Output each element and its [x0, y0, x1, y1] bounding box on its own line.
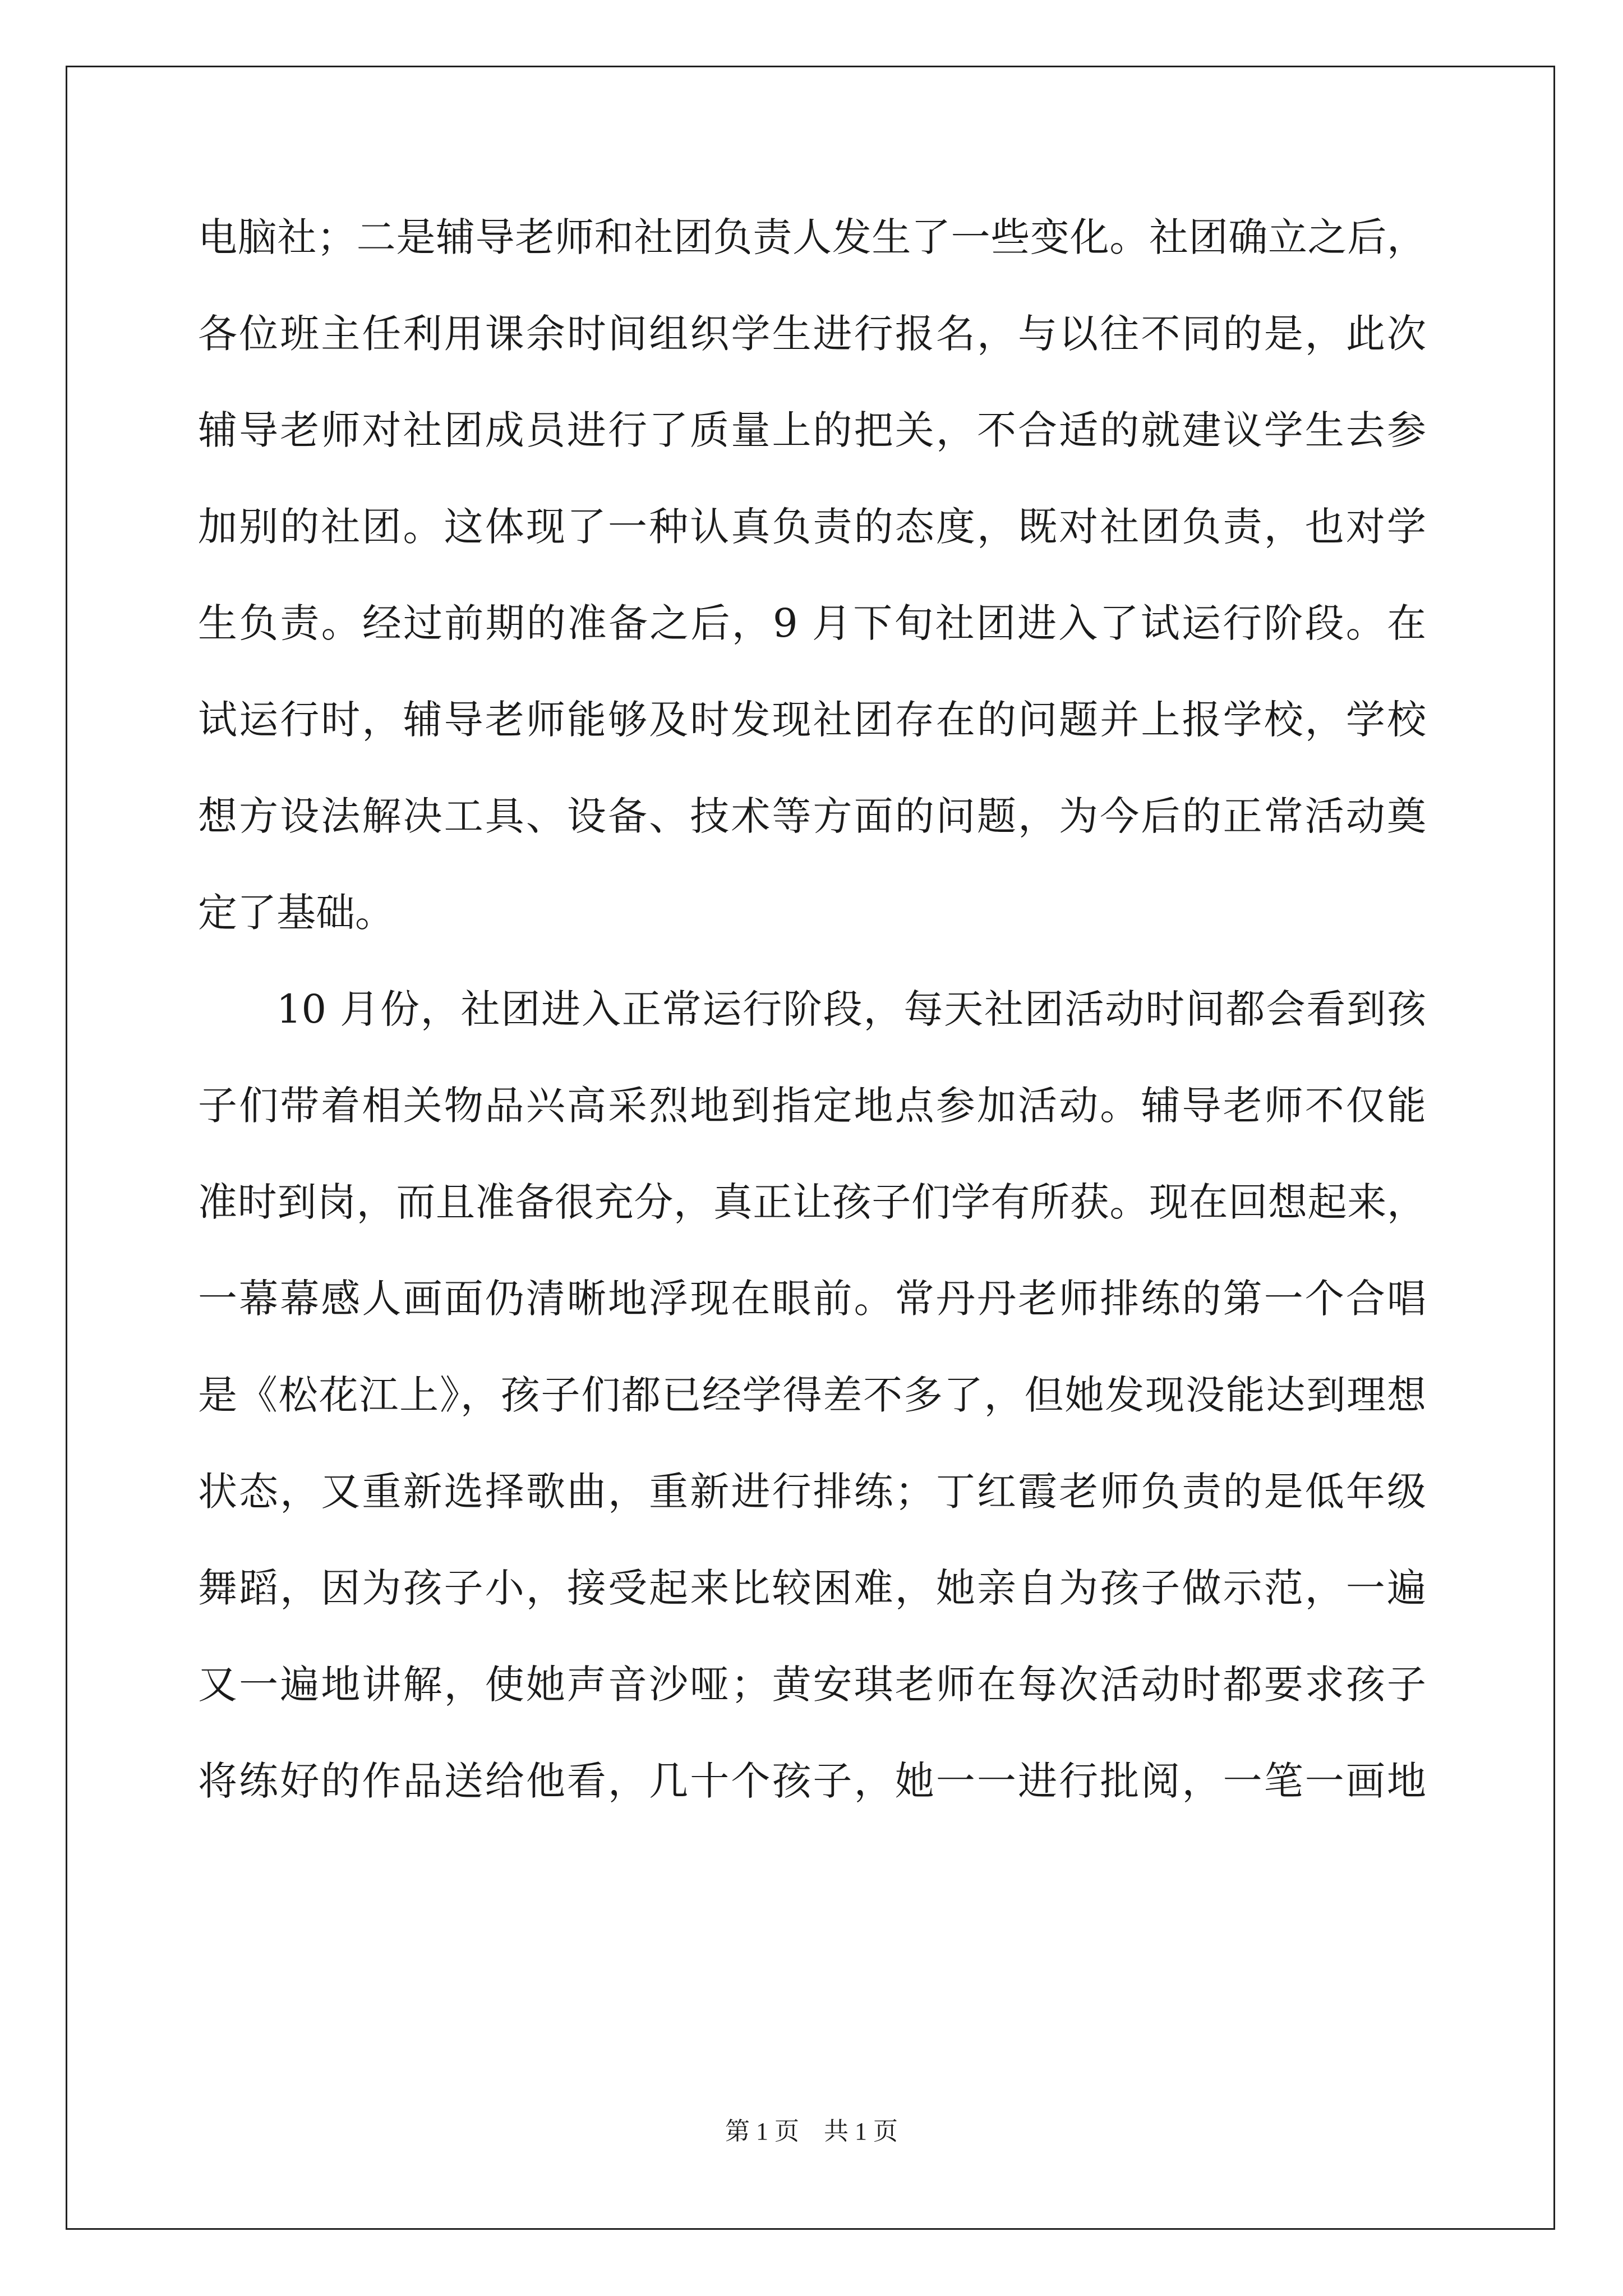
page-number-footer: 第 1 页 共 1 页 [725, 2118, 898, 2145]
text-line: 电脑社；二是辅导老师和社团负责人发生了一些变化。社团确立之后， [198, 214, 1426, 260]
text-line: 子们带着相关物品兴高采烈地到指定地点参加活动。辅导老师不仅能 [198, 1083, 1426, 1129]
text-line: 各位班主任利用课余时间组织学生进行报名，与以往不同的是，此次 [198, 311, 1426, 357]
text-line: 加别的社团。这体现了一种认真负责的态度，既对社团负责，也对学 [198, 504, 1426, 550]
text-line: 将练好的作品送给他看，几十个孩子，她一一进行批阅，一笔一画地 [198, 1758, 1426, 1804]
text-line: 定了基础。 [198, 890, 394, 936]
text-line: 生负责。经过前期的准备之后，9 月下旬社团进入了试运行阶段。在 [198, 600, 1426, 646]
text-line: 准时到岗，而且准备很充分，真正让孩子们学有所获。现在回想起来， [198, 1179, 1426, 1225]
text-line: 辅导老师对社团成员进行了质量上的把关，不合适的就建议学生去参 [198, 407, 1426, 453]
text-line: 一幕幕感人画面仍清晰地浮现在眼前。常丹丹老师排练的第一个合唱 [198, 1276, 1426, 1322]
text-line: 又一遍地讲解，使她声音沙哑；黄安琪老师在每次活动时都要求孩子 [198, 1662, 1426, 1708]
text-line: 状态，又重新选择歌曲，重新进行排练；丁红霞老师负责的是低年级 [198, 1469, 1426, 1515]
page-border [66, 66, 1555, 2230]
text-line: 舞蹈，因为孩子小，接受起来比较困难，她亲自为孩子做示范，一遍 [198, 1565, 1426, 1611]
text-line: 是《松花江上》，孩子们都已经学得差不多了，但她发现没能达到理想 [198, 1372, 1426, 1418]
text-line: 想方设法解决工具、设备、技术等方面的问题，为今后的正常活动奠 [198, 793, 1426, 839]
text-line: 试运行时，辅导老师能够及时发现社团存在的问题并上报学校，学校 [198, 697, 1426, 743]
paragraph-start-line: 10 月份，社团进入正常运行阶段，每天社团活动时间都会看到孩 [276, 986, 1426, 1032]
